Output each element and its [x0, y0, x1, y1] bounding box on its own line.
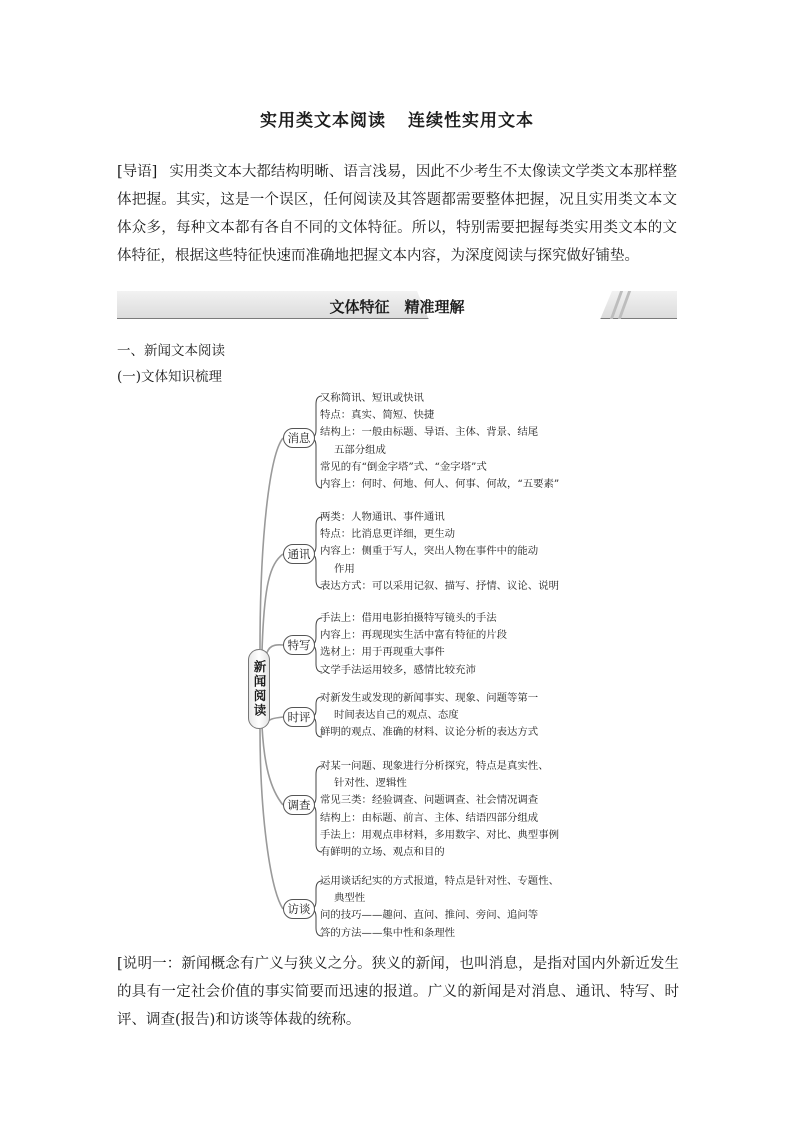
branch-item: 有鲜明的立场、观点和目的: [320, 846, 445, 859]
subsection-heading: (一)文体知识梳理: [117, 369, 223, 385]
banner-label: 文体特征 精准理解: [329, 298, 465, 316]
section-banner: [117, 291, 677, 319]
branch-item: 手法上：用观点串材料，多用数字、对比、典型事例: [320, 828, 559, 841]
branch-item: 两类：人物通讯、事件通讯: [320, 511, 445, 523]
intro-text: 实用类文本大都结构明晰、语言浅易，因此不少考生不太像读文学类文本那样整体把握。其实，这是一个误区，任何阅读及其答题都需要整体把握，况且实用类文本文体众多，每种文本都有各自不同的文体特征。所以，特别需要把握每类实用类文本的文体特征，根据这些特征快速而准确地把握文本内容，为深度阅读与探究做好铺垫。: [117, 164, 677, 264]
branch-item: 结构上：一般由标题、导语、主体、背景、结尾: [320, 426, 539, 439]
branch-item: 内容上：侧重于写人，突出人物在事件中的能动: [320, 545, 539, 558]
title-part2: 连续性实用文本: [408, 111, 534, 131]
branch-item: 手法上：借用电影拍摄特写镜头的手法: [320, 612, 497, 624]
branch-node-diaocha: 调查: [283, 795, 315, 815]
branch-item: 时间表达自己的观点、态度: [334, 709, 459, 722]
branch-node-shiping: 时评: [283, 707, 315, 727]
branch-item: 特点：比消息更详细，更生动: [320, 528, 456, 541]
branch-item: 针对性、逻辑性: [334, 777, 407, 790]
connector-center-to-tongxun: [262, 554, 283, 652]
branch-item: 鲜明的观点、准确的材料、议论分析的表达方式: [320, 726, 539, 739]
branch-item: 结构上：由标题、前言、主体、结语四部分组成: [320, 811, 539, 824]
connector-center-to-diaocha: [262, 726, 283, 805]
branch-items-shiping: [320, 690, 538, 742]
branch-item: 选材上：用于再现重大事件: [320, 646, 445, 659]
branch-item: 内容上：再现现实生活中富有特征的片段: [320, 629, 508, 642]
branch-items-diaocha: [320, 758, 559, 861]
page-title: [0, 106, 794, 131]
branch-node-texie: 特写: [283, 635, 315, 655]
branch-items-texie: [320, 610, 507, 679]
section-heading: 一、新闻文本阅读: [117, 343, 225, 359]
branch-item: 常见的有“倒金字塔”式、“金字塔”式: [320, 460, 487, 473]
branch-item: 表达方式：可以采用记叙、描写、抒情、议论、说明: [320, 579, 559, 592]
intro-paragraph: [117, 158, 677, 270]
branch-items-xiaoxi: [320, 390, 559, 493]
branch-item: 特点：真实、简短、快捷: [320, 409, 435, 422]
branch-item: 运用谈话纪实的方式报道，特点是针对性、专题性、: [320, 875, 559, 887]
branch-item: 对新发生或发现的新闻事实、现象、问题等第一: [320, 692, 539, 704]
explanation-note: [说明一：新闻概念有广义与狭义之分。狭义的新闻，也叫消息，是指对国内外新近发生的具有一定社会价值的事实简要而迅速的报道。广义的新闻是对消息、通讯、特写、时评、调查(报告)和访谈等体裁的统称。: [117, 956, 679, 1028]
branch-node-fangtan: 访谈: [283, 899, 315, 919]
branch-item: 问的技巧——趣问、直问、推问、旁问、追问等: [320, 909, 539, 922]
connector-center-to-fangtan: [260, 729, 283, 909]
branch-item: 文学手法运用较多，感情比较充沛: [320, 663, 476, 676]
mindmap-center-node: 新闻阅读: [248, 649, 270, 729]
branch-node-tongxun: 通讯: [283, 544, 315, 564]
branch-node-xiaoxi: 消息: [283, 428, 315, 448]
branch-item: 对某一问题、现象进行分析探究，特点是真实性、: [320, 760, 549, 772]
title-part1: 实用类文本阅读: [260, 111, 386, 131]
branch-item: 作用: [334, 562, 355, 575]
branch-item: 五部分组成: [334, 443, 386, 456]
branch-items-tongxun: [320, 509, 559, 595]
branch-item: 又称简讯、短讯或快讯: [320, 392, 424, 404]
branch-items-fangtan: [320, 873, 559, 942]
branch-item: 答的方法——集中性和条理性: [320, 926, 456, 939]
news-mindmap: [240, 384, 600, 944]
branch-item: 典型性: [334, 892, 366, 905]
branch-item: 内容上：何时、何地、何人、何事、何故，“五要素”: [320, 478, 560, 491]
branch-item: 常见三类：经验调查、问题调查、社会情况调查: [320, 794, 539, 807]
intro-lead: [导语]: [117, 164, 158, 180]
